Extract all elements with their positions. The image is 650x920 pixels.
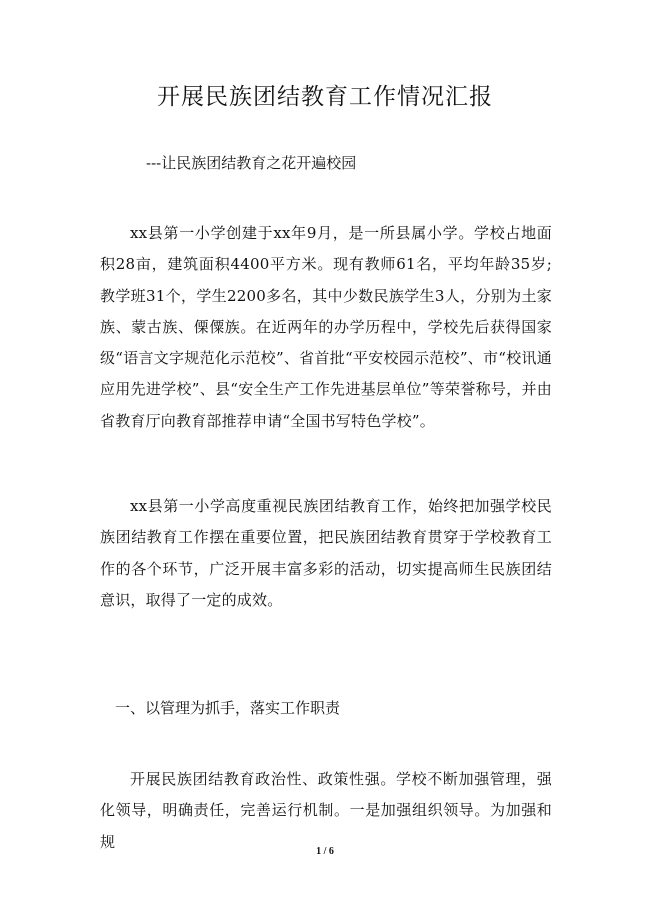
paragraph-ethnic-unity: xx县第一小学高度重视民族团结教育工作，始终把加强学校民族团结教育工作摆在重要位置，把民族团结教育贯穿于学校教育工作的各个环节，广泛开展丰富多彩的活动，切实提高师生民族团结意识，取得了一定的成效。 (100, 497, 552, 609)
document-subtitle: ---让民族团结教育之花开遍校园 (146, 154, 357, 172)
paragraph-management: 开展民族团结教育政治性、政策性强。学校不断加强管理，强化领导，明确责任，完善运行机制。一是加强组织领导。为加强和规 (100, 770, 552, 851)
section-heading: 一、以管理为抓手，落实工作职责 (115, 699, 341, 717)
page-indicator: 1 / 6 (316, 846, 334, 857)
paragraph-school-intro: xx县第一小学创建于xx年9月，是一所县属小学。学校占地面积28亩，建筑面积4400平方米。现有教师61名，平均年龄35岁;教学班31个，学生2200多名，其中少数民族学生3人，分别为土家族、蒙古族、傈僳族。在近两年的办学历程中，学校先后获得国家级“语言文字规范化示范校”、省首批“平安校园示范校”、市“校讯通应用先进学校”、县“安全生产工作先进基层单位”等荣誉称号，并由省教育厅向教育部推荐申请“全国书写特色学校”。 (100, 224, 552, 430)
document-title: 开展民族团结教育工作情况汇报 (157, 84, 493, 110)
